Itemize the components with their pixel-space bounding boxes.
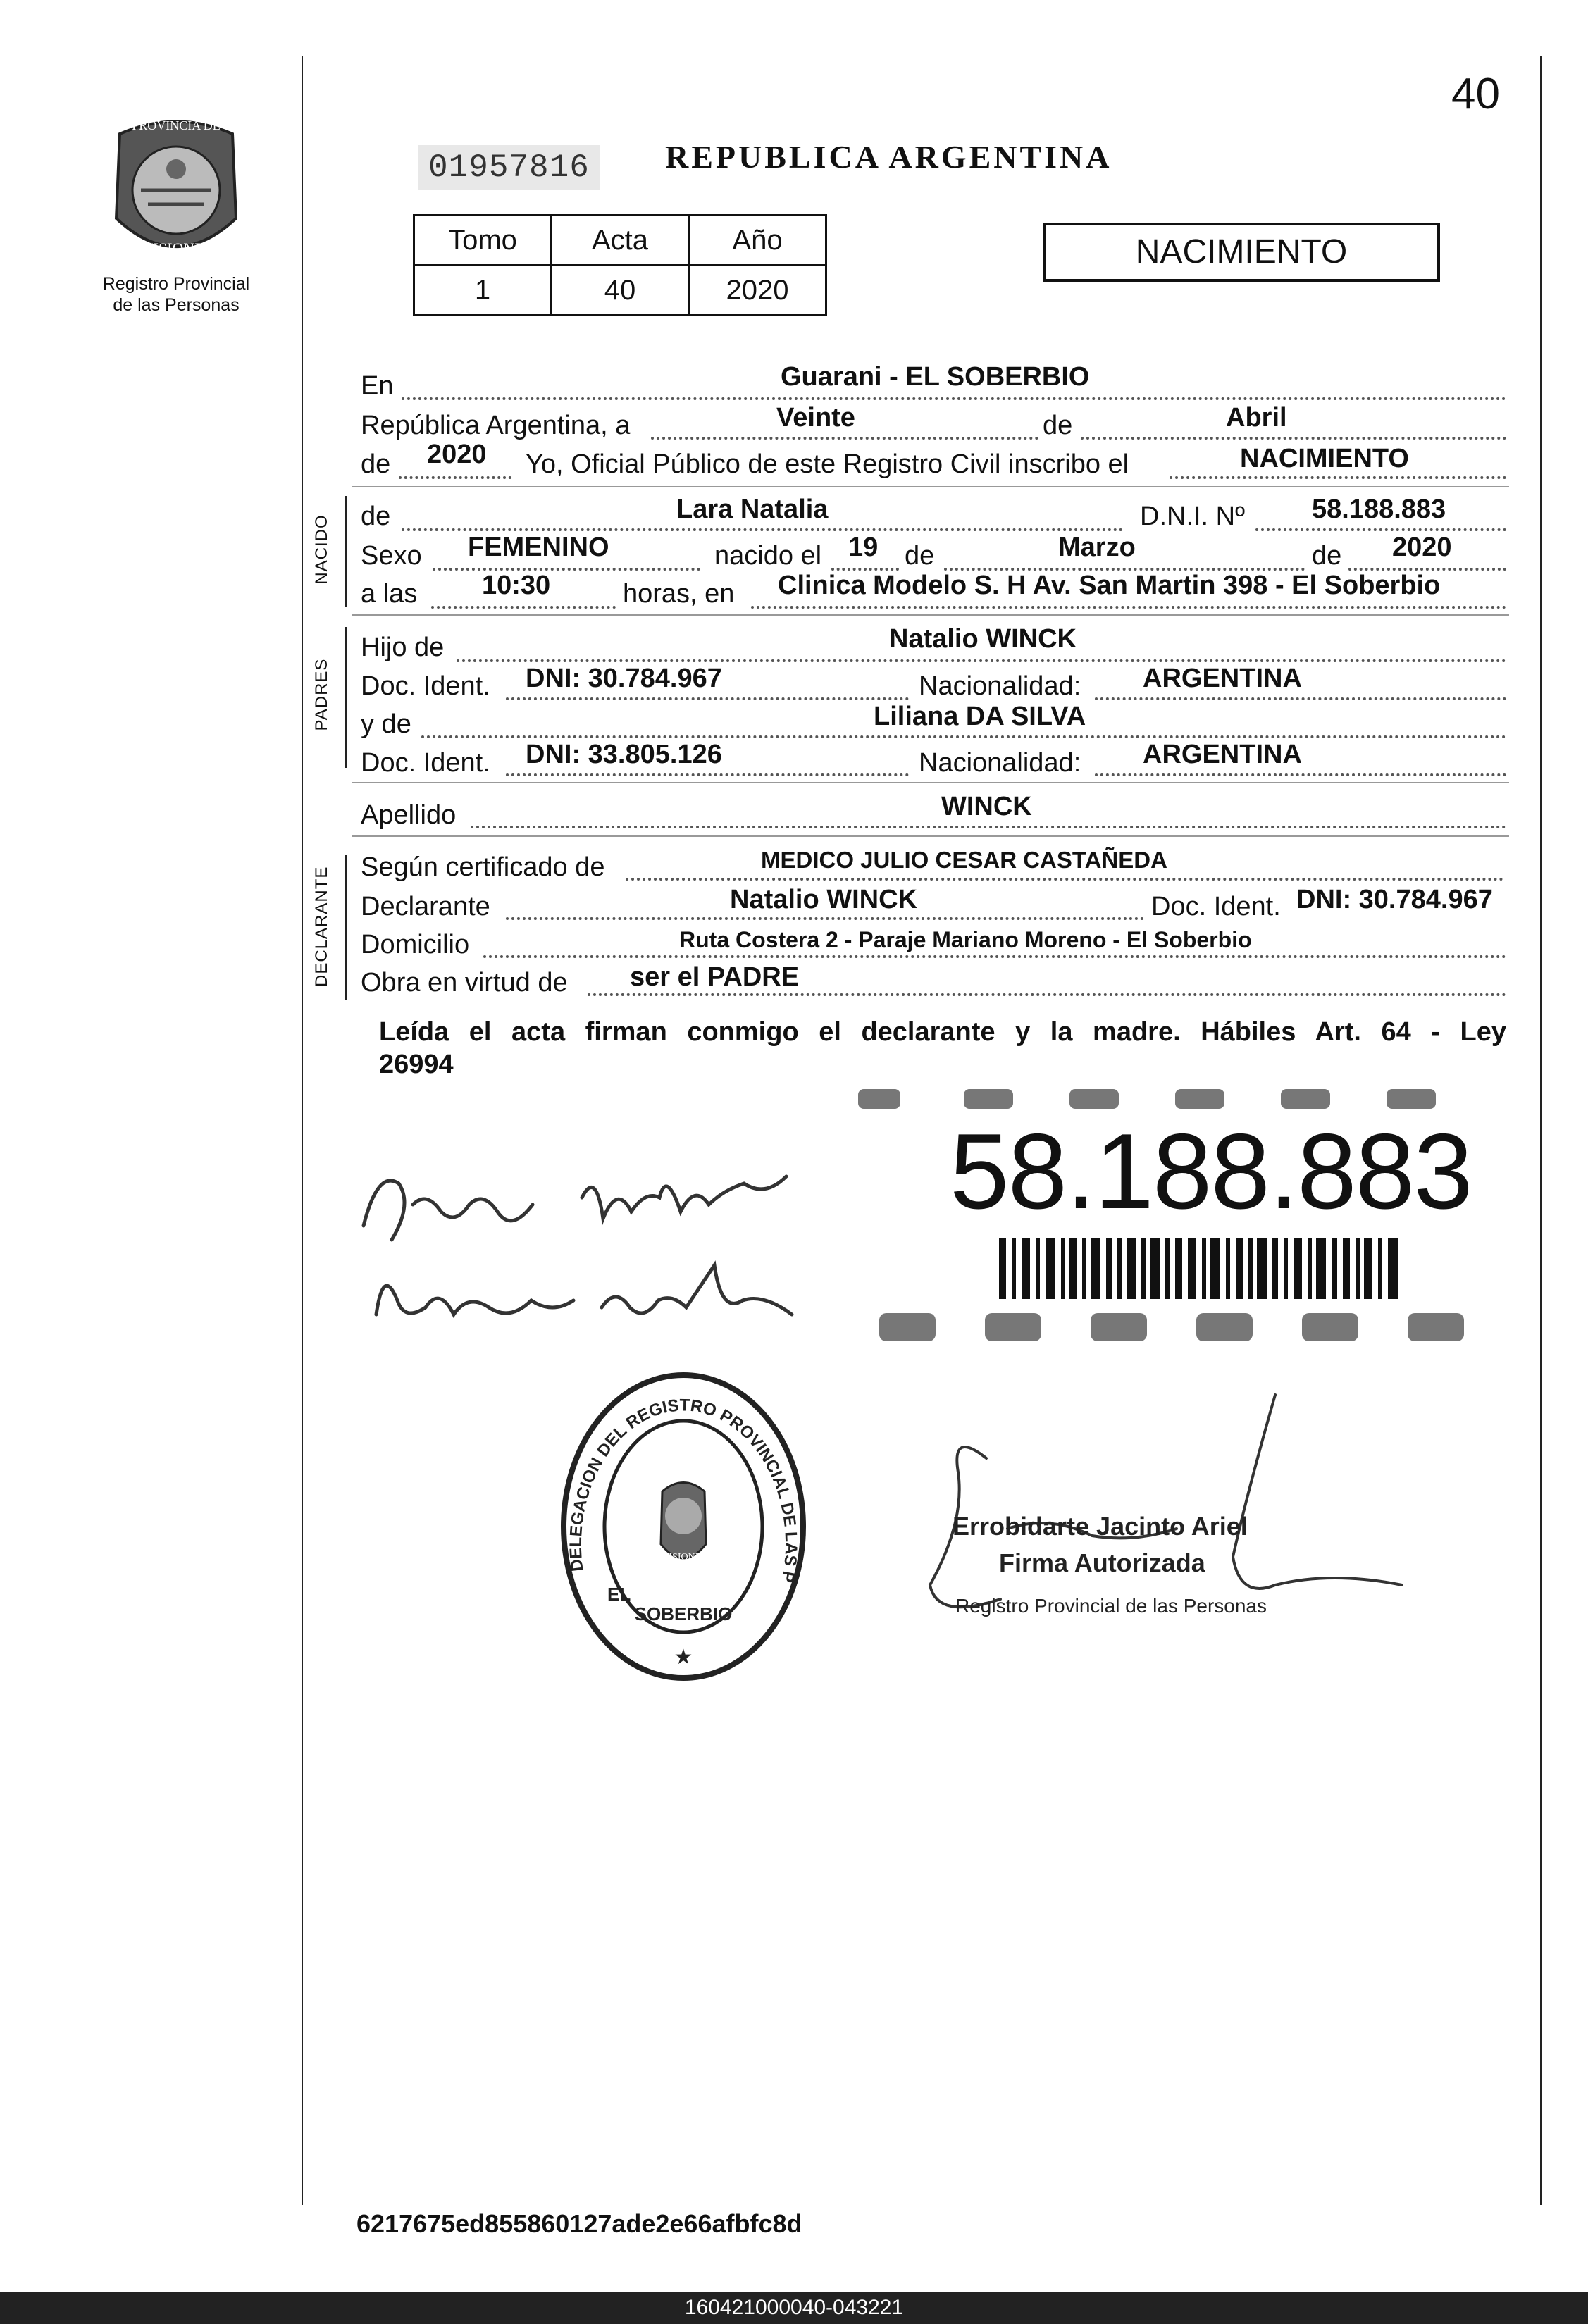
apellido-value: WINCK: [941, 792, 1032, 821]
father-doc-label: Doc. Ident.: [361, 671, 490, 701]
section-bracket-padres: [345, 627, 347, 768]
record-kind-value: NACIMIENTO: [1240, 444, 1409, 473]
table-value-tomo: 1: [414, 266, 552, 316]
hijo-de-label: Hijo de: [361, 633, 445, 662]
section-divider: [352, 835, 1509, 837]
time-value: 10:30: [482, 571, 551, 600]
official-role: Firma Autorizada: [999, 1548, 1205, 1577]
cert-value: MEDICO JULIO CESAR CASTAÑEDA: [761, 847, 1167, 873]
child-dni-value: 58.188.883: [1312, 495, 1446, 524]
republica-label: República Argentina, a: [361, 411, 631, 440]
declarante-doc-value: DNI: 30.784.967: [1296, 885, 1493, 914]
side-label-declarante: DECLARANTE: [312, 866, 331, 987]
mother-nat-value: ARGENTINA: [1143, 740, 1302, 769]
mother-name-value: Liliana DA SILVA: [874, 702, 1086, 731]
birth-place-value: Clinica Modelo S. H Av. San Martin 398 - El Soberbio: [778, 571, 1441, 600]
obra-value: ser el PADRE: [630, 962, 800, 992]
nacido-el-label: nacido el: [714, 541, 822, 571]
logo-top-text: PROVINCIA DE: [132, 118, 221, 132]
declarante-label: Declarante: [361, 892, 490, 921]
table-header-ano: Año: [689, 216, 826, 266]
dotted-line: [431, 606, 616, 609]
table-value-acta: 40: [552, 266, 689, 316]
dotted-line: [483, 955, 1506, 958]
sexo-value: FEMENINO: [468, 533, 609, 562]
registry-seal: [557, 1368, 810, 1685]
dotted-line: [1081, 437, 1506, 440]
y-de-label: y de: [361, 709, 411, 739]
seal-inner-top: EL: [607, 1584, 631, 1605]
record-table: [413, 214, 827, 316]
year-de-label: de: [361, 449, 391, 479]
section-divider: [352, 614, 1509, 616]
dotted-line: [751, 606, 1506, 609]
scan-id: 160421000040-043221: [684, 2296, 904, 2319]
section-bracket-nacido: [345, 496, 347, 607]
father-doc-value: DNI: 30.784.967: [526, 664, 722, 693]
father-signature: [349, 1141, 814, 1261]
seal-ring-text: DELEGACION DEL REGISTRO PROVINCIAL DE LAS P: [566, 1396, 801, 1584]
birth-year-value: 2020: [1392, 533, 1452, 562]
seal-inner-logo: MISIONES: [659, 1552, 707, 1562]
dotted-line: [457, 659, 1506, 662]
table-header-acta: Acta: [552, 216, 689, 266]
place-value: Guarani - EL SOBERBIO: [781, 362, 1090, 392]
registry-line-2: de las Personas: [113, 295, 240, 315]
side-label-padres: PADRES: [312, 658, 331, 731]
father-nat-label: Nacionalidad:: [919, 671, 1081, 701]
birth-day-value: 19: [848, 533, 879, 562]
dotted-line: [588, 993, 1506, 996]
registry-name: [70, 273, 282, 316]
official-org: Registro Provincial de las Personas: [955, 1595, 1267, 1617]
declarante-doc-label: Doc. Ident.: [1151, 892, 1281, 921]
official-text: Yo, Oficial Público de este Registro Civil inscribo el: [526, 449, 1129, 479]
dotted-line: [651, 437, 1038, 440]
birth-de-label: de: [905, 541, 935, 571]
closing-text: [379, 1016, 1506, 1081]
en-label: En: [361, 371, 394, 401]
declarante-value: Natalio WINCK: [730, 885, 917, 914]
dotted-line: [626, 878, 1503, 881]
page-number: 40: [1451, 70, 1500, 118]
document-hash: 6217675ed855860127ade2e66afbfc8d: [356, 2209, 802, 2238]
month-value: Abril: [1226, 403, 1287, 433]
id-sticker: [858, 1083, 1472, 1351]
sticker-dni-number: 58.188.883: [950, 1112, 1472, 1231]
dotted-line: [506, 697, 909, 700]
dotted-line: [1170, 476, 1506, 479]
dotted-line: [1255, 528, 1506, 531]
year-value: 2020: [427, 440, 487, 469]
side-label-nacido: NACIDO: [312, 514, 331, 585]
day-value: Veinte: [776, 403, 855, 433]
birth-year-de-label: de: [1312, 541, 1342, 571]
a-las-label: a las: [361, 579, 418, 609]
scan-footer-bar: [0, 2292, 1588, 2324]
domicilio-value: Ruta Costera 2 - Paraje Mariano Moreno - El Soberbio: [679, 927, 1252, 952]
domicilio-label: Domicilio: [361, 930, 470, 959]
table-value-ano: 2020: [689, 266, 826, 316]
de-label: de: [1043, 411, 1073, 440]
dotted-line: [1095, 697, 1506, 700]
province-logo: [92, 113, 261, 268]
left-margin-line: [302, 56, 303, 2205]
dotted-line: [506, 773, 909, 776]
dotted-line: [421, 735, 1506, 738]
nacido-de-label: de: [361, 502, 391, 531]
svg-text:★: ★: [674, 1646, 693, 1669]
cert-label: Según certificado de: [361, 852, 605, 882]
section-divider: [352, 782, 1509, 783]
record-type-box: NACIMIENTO: [1043, 223, 1440, 282]
seal-inner-bottom: SOBERBIO: [634, 1603, 733, 1624]
obra-label: Obra en virtud de: [361, 968, 568, 998]
country-title: REPUBLICA ARGENTINA: [665, 139, 1112, 175]
dotted-line: [506, 917, 1144, 920]
horas-label: horas, en: [623, 579, 735, 609]
table-header-tomo: Tomo: [414, 216, 552, 266]
dni-label: D.N.I. Nº: [1140, 502, 1245, 531]
dotted-line: [1095, 773, 1506, 776]
official-name: Errobidarte Jacinto Ariel: [953, 1512, 1248, 1541]
logo-bottom-text: MISIONES: [139, 240, 213, 257]
serial-number: 01957816: [418, 145, 600, 190]
closing-line-2: 26994: [379, 1050, 454, 1079]
dotted-line: [471, 826, 1506, 828]
dotted-line: [402, 528, 1123, 531]
father-nat-value: ARGENTINA: [1143, 664, 1302, 693]
section-divider: [352, 486, 1509, 487]
apellido-label: Apellido: [361, 800, 457, 830]
closing-line-1: Leída el acta firman conmigo el declarante y la madre. Hábiles Art. 64 - Ley: [379, 1017, 1506, 1047]
child-name-value: Lara Natalia: [676, 495, 829, 524]
dotted-line: [433, 568, 700, 571]
father-name-value: Natalio WINCK: [889, 624, 1077, 654]
birth-month-value: Marzo: [1058, 533, 1136, 562]
dotted-line: [402, 397, 1506, 400]
section-bracket-declarante: [345, 855, 347, 1000]
mother-doc-label: Doc. Ident.: [361, 748, 490, 778]
right-margin-line: [1540, 56, 1542, 2205]
sexo-label: Sexo: [361, 541, 422, 571]
registry-line-1: Registro Provincial: [102, 274, 250, 294]
dotted-line: [399, 476, 511, 479]
mother-signature: [369, 1258, 806, 1336]
mother-doc-value: DNI: 33.805.126: [526, 740, 722, 769]
mother-nat-label: Nacionalidad:: [919, 748, 1081, 778]
